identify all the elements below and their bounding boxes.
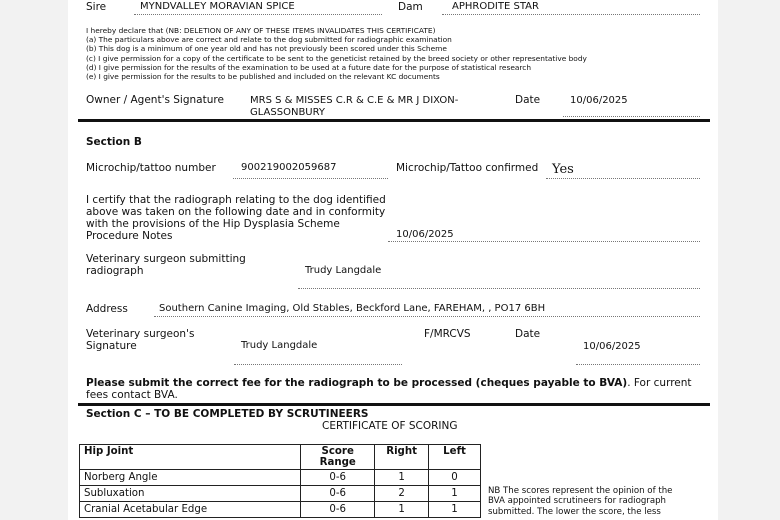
header-score-range: Score Range — [301, 445, 375, 470]
owner-signature-value — [250, 95, 458, 119]
section-c-title: Section C – TO BE COMPLETED BY SCRUTINEERS — [86, 408, 369, 420]
note-line-1: NB The scores represent the opinion of the — [488, 486, 673, 496]
header-right: Right — [375, 445, 429, 470]
scrutineer-note — [488, 486, 688, 517]
sire-underline — [134, 14, 382, 15]
table-row — [80, 486, 481, 502]
microchip-confirmed-label: Microchip/Tattoo confirmed — [396, 162, 539, 174]
owner-date-value: 10/06/2025 — [570, 95, 628, 106]
table-row — [80, 470, 481, 486]
row-range: 0-6 — [301, 470, 375, 486]
address-value: Southern Canine Imaging, Old Stables, Beckford Lane, FAREHAM, , PO17 6BH — [159, 303, 546, 314]
row-right: 2 — [375, 486, 429, 502]
certificate-page — [68, 0, 718, 520]
row-left: 1 — [429, 502, 481, 518]
dam-value: APHRODITE STAR — [452, 1, 539, 12]
scoring-certificate-title: CERTIFICATE OF SCORING — [322, 420, 458, 432]
row-joint: Cranial Acetabular Edge — [80, 502, 301, 518]
section-b-title: Section B — [86, 136, 142, 148]
microchip-label: Microchip/tattoo number — [86, 162, 216, 174]
declaration-item-b: (b) This dog is a minimum of one year old and has not previously been scored under this Scheme — [86, 44, 447, 54]
vet-signature-underline — [234, 364, 402, 365]
section-c-divider — [78, 403, 710, 406]
owner-date-label: Date — [515, 94, 541, 106]
vet-signature-value: Trudy Langdale — [241, 340, 318, 351]
row-right: 1 — [375, 502, 429, 518]
address-label: Address — [86, 303, 128, 315]
fee-notice — [86, 377, 692, 401]
radiograph-date: 10/06/2025 — [396, 229, 454, 240]
declaration-item-c: (c) I give permission for a copy of the certificate to be sent to the geneticist retained by the breed society or other representative body — [86, 53, 587, 63]
header-hip-joint: Hip Joint — [80, 445, 301, 470]
owner-name-line1: MRS S & MISSES C.R & C.E & MR J DIXON- — [250, 95, 459, 106]
row-left: 0 — [429, 470, 481, 486]
row-range: 0-6 — [301, 486, 375, 502]
vet-signature-line2: Signature — [86, 340, 137, 352]
row-joint: Norberg Angle — [80, 470, 301, 486]
sire-value: MYNDVALLEY MORAVIAN SPICE — [140, 1, 295, 12]
sire-label: Sire — [86, 1, 107, 13]
vet-signature-label — [86, 328, 194, 352]
fee-notice-rest: . For current — [627, 377, 692, 389]
owner-date-underline — [563, 116, 700, 117]
table-row — [80, 502, 481, 518]
vet-submitting-line2: radiograph — [86, 265, 144, 277]
certify-line-4: Procedure Notes — [86, 230, 173, 242]
certify-line-2: above was taken on the following date and in conformity — [86, 206, 386, 218]
table-header-row — [80, 445, 481, 470]
vet-submitting-value: Trudy Langdale — [305, 265, 382, 276]
note-line-3: submitted. The lower the score, the less — [488, 506, 661, 517]
vet-signature-line1: Veterinary surgeon's — [86, 328, 195, 340]
declaration-item-a: (a) The particulars above are correct and relate to the dog submitted for radiographic examination — [86, 35, 452, 45]
vet-submitting-underline — [298, 288, 700, 289]
address-underline — [154, 316, 700, 317]
certify-line-1: I certify that the radiograph relating to the dog identified — [86, 194, 386, 206]
microchip-underline — [233, 178, 388, 179]
vet-signature-date-label: Date — [515, 328, 541, 340]
note-line-2: BVA appointed scrutineers for radiograph — [488, 496, 666, 507]
declaration-item-d: (d) I give permission for the results of the examination to be used at a future date for the purpose of statistical research — [86, 62, 532, 72]
fee-notice-bold: Please submit the correct fee for the radiograph to be processed (cheques payable to BVA) — [86, 377, 628, 389]
radiograph-date-underline — [388, 241, 700, 242]
row-left: 1 — [429, 486, 481, 502]
hip-score-table — [79, 444, 481, 518]
header-left: Left — [429, 445, 481, 470]
declaration-item-e: (e) I give permission for the results to be published and included on the relevant KC documents — [86, 72, 440, 82]
section-divider — [78, 119, 710, 122]
microchip-confirmed-value: Yes — [552, 162, 574, 177]
vet-submitting-label — [86, 253, 246, 277]
owner-name-line2: GLASSONBURY — [250, 107, 326, 118]
vet-submitting-line1: Veterinary surgeon submitting — [86, 253, 246, 265]
certify-line-3: with the provisions of the Hip Dysplasia Scheme — [86, 218, 340, 230]
owner-signature-label: Owner / Agent's Signature — [86, 94, 224, 106]
declaration — [86, 26, 587, 81]
certify-statement — [86, 194, 386, 242]
dam-label: Dam — [398, 1, 423, 13]
declaration-intro: I hereby declare that (NB: DELETION OF ANY OF THESE ITEMS INVALIDATES THIS CERTIFICATE) — [86, 26, 436, 35]
vet-signature-date-value: 10/06/2025 — [583, 341, 641, 352]
microchip-value: 900219002059687 — [241, 162, 337, 173]
fee-notice-line2: fees contact BVA. — [86, 389, 178, 401]
confirmed-underline — [546, 178, 700, 179]
row-range: 0-6 — [301, 502, 375, 518]
row-joint: Subluxation — [80, 486, 301, 502]
fmrcvs-label: F/MRCVS — [424, 328, 471, 340]
vet-signature-date-underline — [576, 364, 700, 365]
dam-underline — [442, 14, 700, 15]
row-right: 1 — [375, 470, 429, 486]
